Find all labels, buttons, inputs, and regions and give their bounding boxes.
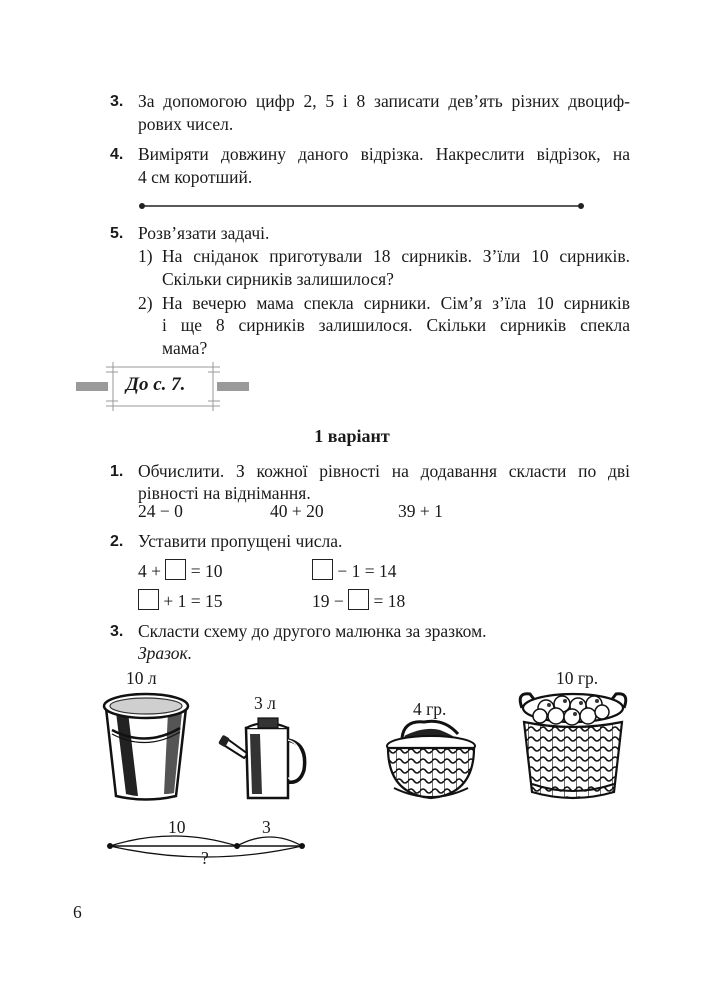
task-3-line-1: За допомогою цифр 2, 5 і 8 записати дев’ять різних двоциф-: [138, 91, 630, 111]
sample-label: Зразок.: [138, 643, 193, 663]
expression-3: 39 + 1: [398, 501, 443, 521]
problem-2-number: 2): [138, 293, 153, 313]
task-5-title: Розв’язати задачі.: [138, 223, 270, 243]
v1-task-1-line-1: Обчислити. З кожної рівності на додавання скласти по дві: [138, 461, 630, 481]
watering-can-label: 3 л: [254, 693, 276, 713]
problem-1-line-2: Скільки сирників залишилося?: [162, 269, 394, 289]
expression-2: 40 + 20: [270, 501, 324, 521]
equation-3-right: + 1 = 15: [163, 591, 223, 611]
task-4-number: 4.: [110, 146, 124, 163]
v1-task-1-number: 1.: [110, 463, 124, 480]
bucket-label: 10 л: [126, 668, 157, 688]
section-label: До с. 7.: [126, 374, 186, 395]
problem-2-line-1: На вечерю мама спекла сирники. Сім’я з’їла 10 сирників: [162, 293, 630, 313]
scheme-label-question: ?: [201, 848, 209, 868]
page-number: 6: [73, 902, 82, 922]
task-4-line-1: Виміряти довжину даного відрізка. Накреслити відрізок, на: [138, 144, 630, 164]
scheme-label-10: 10: [168, 817, 186, 837]
equation-1-left: 4 +: [138, 561, 161, 581]
expression-1: 24 − 0: [138, 501, 183, 521]
problem-1-line-1: На сніданок приготували 18 сирників. З’їли 10 сирників.: [162, 246, 630, 266]
small-basket-label: 4 гр.: [413, 699, 447, 719]
task-3-number: 3.: [110, 93, 124, 110]
v1-task-2-line-1: Уставити пропущені числа.: [138, 531, 343, 551]
scheme-label-3: 3: [262, 817, 271, 837]
task-5-number: 5.: [110, 225, 124, 242]
v1-task-3-line-1: Скласти схему до другого малюнка за зразком.: [138, 621, 487, 641]
v1-task-1-line-2: рівності на віднімання.: [138, 483, 311, 503]
problem-1-number: 1): [138, 246, 153, 266]
problem-2-line-3: мама?: [162, 338, 208, 358]
large-basket-label: 10 гр.: [556, 668, 599, 688]
equation-2-right: − 1 = 14: [337, 561, 397, 581]
equation-4-right: = 18: [373, 591, 406, 611]
problem-2-line-2: і ще 8 сирників залишилося. Скільки сирників спекла: [162, 315, 630, 335]
task-3-line-2: рових чисел.: [138, 114, 234, 134]
equation-4-left: 19 −: [312, 591, 344, 611]
v1-task-3-number: 3.: [110, 623, 124, 640]
equation-1-right: = 10: [190, 561, 223, 581]
variant-title: 1 варіант: [314, 426, 390, 446]
v1-task-2-number: 2.: [110, 533, 124, 550]
task-4-line-2: 4 см коротший.: [138, 167, 253, 187]
